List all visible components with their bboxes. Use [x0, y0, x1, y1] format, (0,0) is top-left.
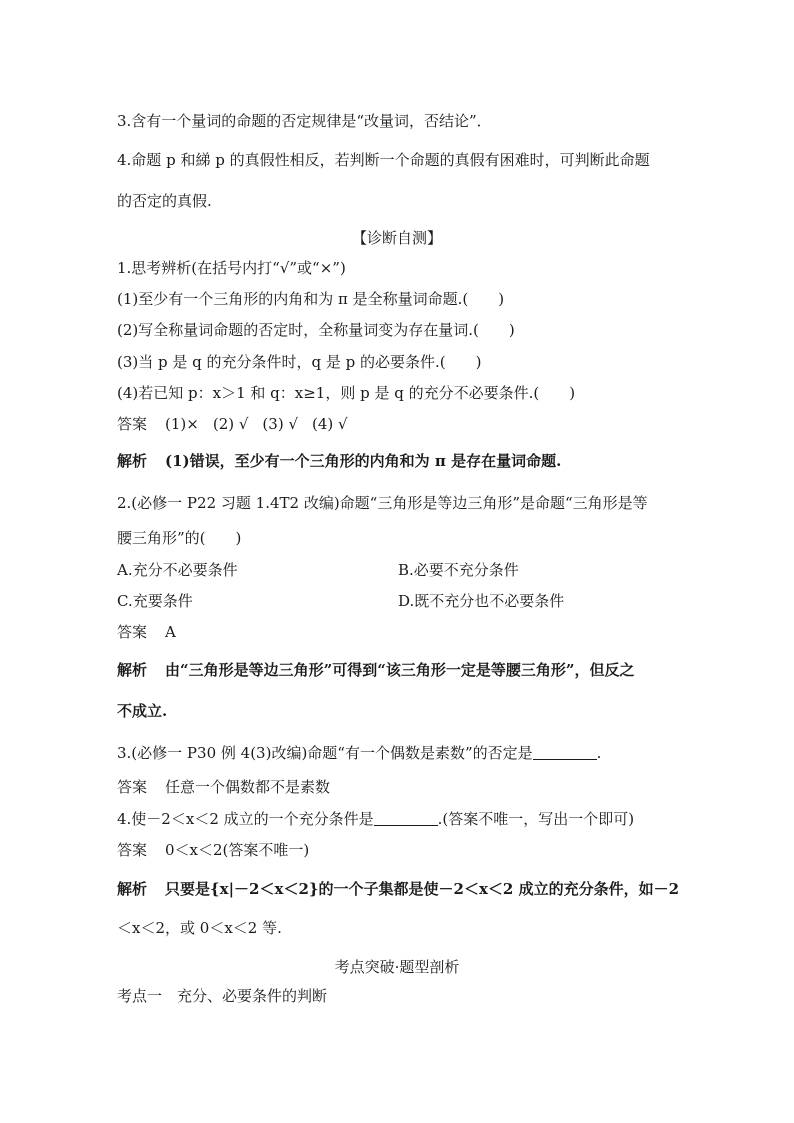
q4-analysis-line1: [117, 879, 679, 899]
topic-heading: 考点一 充分、必要条件的判断: [117, 987, 328, 1005]
q1-item-4: (4)若已知 p：x＞1 和 q：x≥1，则 p 是 q 的充分不必要条件.( ): [117, 384, 576, 402]
q4-analysis-line2: ＜x＜2，或 0＜x＜2 等.: [117, 919, 282, 937]
q1-stem: 1.思考辨析(在括号内打“√”或“×”): [117, 259, 346, 277]
analysis-text: 由“三角形是等边三角形”可得到“该三角形一定是等腰三角形”，但反之: [165, 661, 635, 679]
q1-answer: [117, 414, 348, 434]
q1-item-3: (3)当 p 是 q 的充分条件时，q 是 p 的必要条件.( ): [117, 353, 482, 371]
q4-stem: [117, 809, 634, 829]
answer-3: (3) √: [262, 415, 298, 433]
q1-analysis: [117, 451, 561, 471]
q1-item-2: (2)写全称量词命题的否定时，全称量词变为存在量词.( ): [117, 321, 515, 339]
q4-stem-end: .(答案不唯一，写出一个即可): [437, 810, 635, 828]
answer-value: A: [165, 623, 176, 641]
q2-option-d: D.既不充分也不必要条件: [398, 592, 565, 610]
answer-label: 答案: [117, 415, 148, 433]
rule-4-line1: 4.命题 p 和綈 p 的真假性相反，若判断一个命题的真假有困难时，可判断此命题: [117, 151, 650, 169]
section-title: 考点突破·题型剖析: [334, 958, 460, 976]
q2-analysis-line2: 不成立.: [117, 702, 168, 720]
rule-3: 3.含有一个量词的命题的否定规律是“改量词，否结论”．: [117, 112, 492, 130]
q2-option-b: B.必要不充分条件: [398, 561, 519, 579]
answer-label: 答案: [117, 841, 148, 859]
rule-4-line2: 的否定的真假.: [117, 192, 212, 210]
q3-stem: [117, 743, 601, 763]
answer-value: 任意一个偶数都不是素数: [165, 778, 331, 796]
analysis-text: 只要是{x|－2＜x＜2}的一个子集都是使－2＜x＜2 成立的充分条件，如－2: [165, 880, 680, 898]
q2-analysis-line1: [117, 660, 635, 680]
answer-2: (2) √: [212, 415, 249, 433]
answer-label: 答案: [117, 623, 148, 641]
q3-answer: [117, 777, 330, 797]
q3-stem-text: 3.(必修一 P30 例 4(3)改编)命题“有一个偶数是素数”的否定是: [117, 744, 533, 762]
q1-item-1: (1)至少有一个三角形的内角和为 π 是全称量词命题.( ): [117, 290, 505, 308]
answer-1: (1)×: [165, 415, 199, 433]
answer-4: (4) √: [312, 415, 348, 433]
q3-stem-end: .: [596, 744, 602, 762]
q2-option-c: C.充要条件: [117, 592, 193, 610]
q2-stem-line1: 2.(必修一 P22 习题 1.4T2 改编)命题“三角形是等边三角形”是命题“三角形是等: [117, 494, 648, 512]
analysis-label: 解析: [117, 661, 148, 679]
q2-answer: [117, 622, 176, 642]
analysis-text: (1)错误，至少有一个三角形的内角和为 π 是存在量词命题.: [165, 452, 562, 470]
analysis-label: 解析: [117, 452, 148, 470]
q2-option-a: A.充分不必要条件: [117, 561, 238, 579]
diagnosis-title: 【诊断自测】: [351, 229, 442, 247]
answer-blank: [374, 811, 438, 826]
answer-label: 答案: [117, 778, 148, 796]
analysis-label: 解析: [117, 880, 148, 898]
q2-stem-line2: 腰三角形”的( ): [117, 529, 242, 547]
q4-stem-text: 4.使－2＜x＜2 成立的一个充分条件是: [117, 810, 374, 828]
q4-answer: [117, 840, 309, 860]
answer-blank: [533, 745, 597, 760]
answer-value: 0＜x＜2(答案不唯一): [165, 841, 310, 859]
